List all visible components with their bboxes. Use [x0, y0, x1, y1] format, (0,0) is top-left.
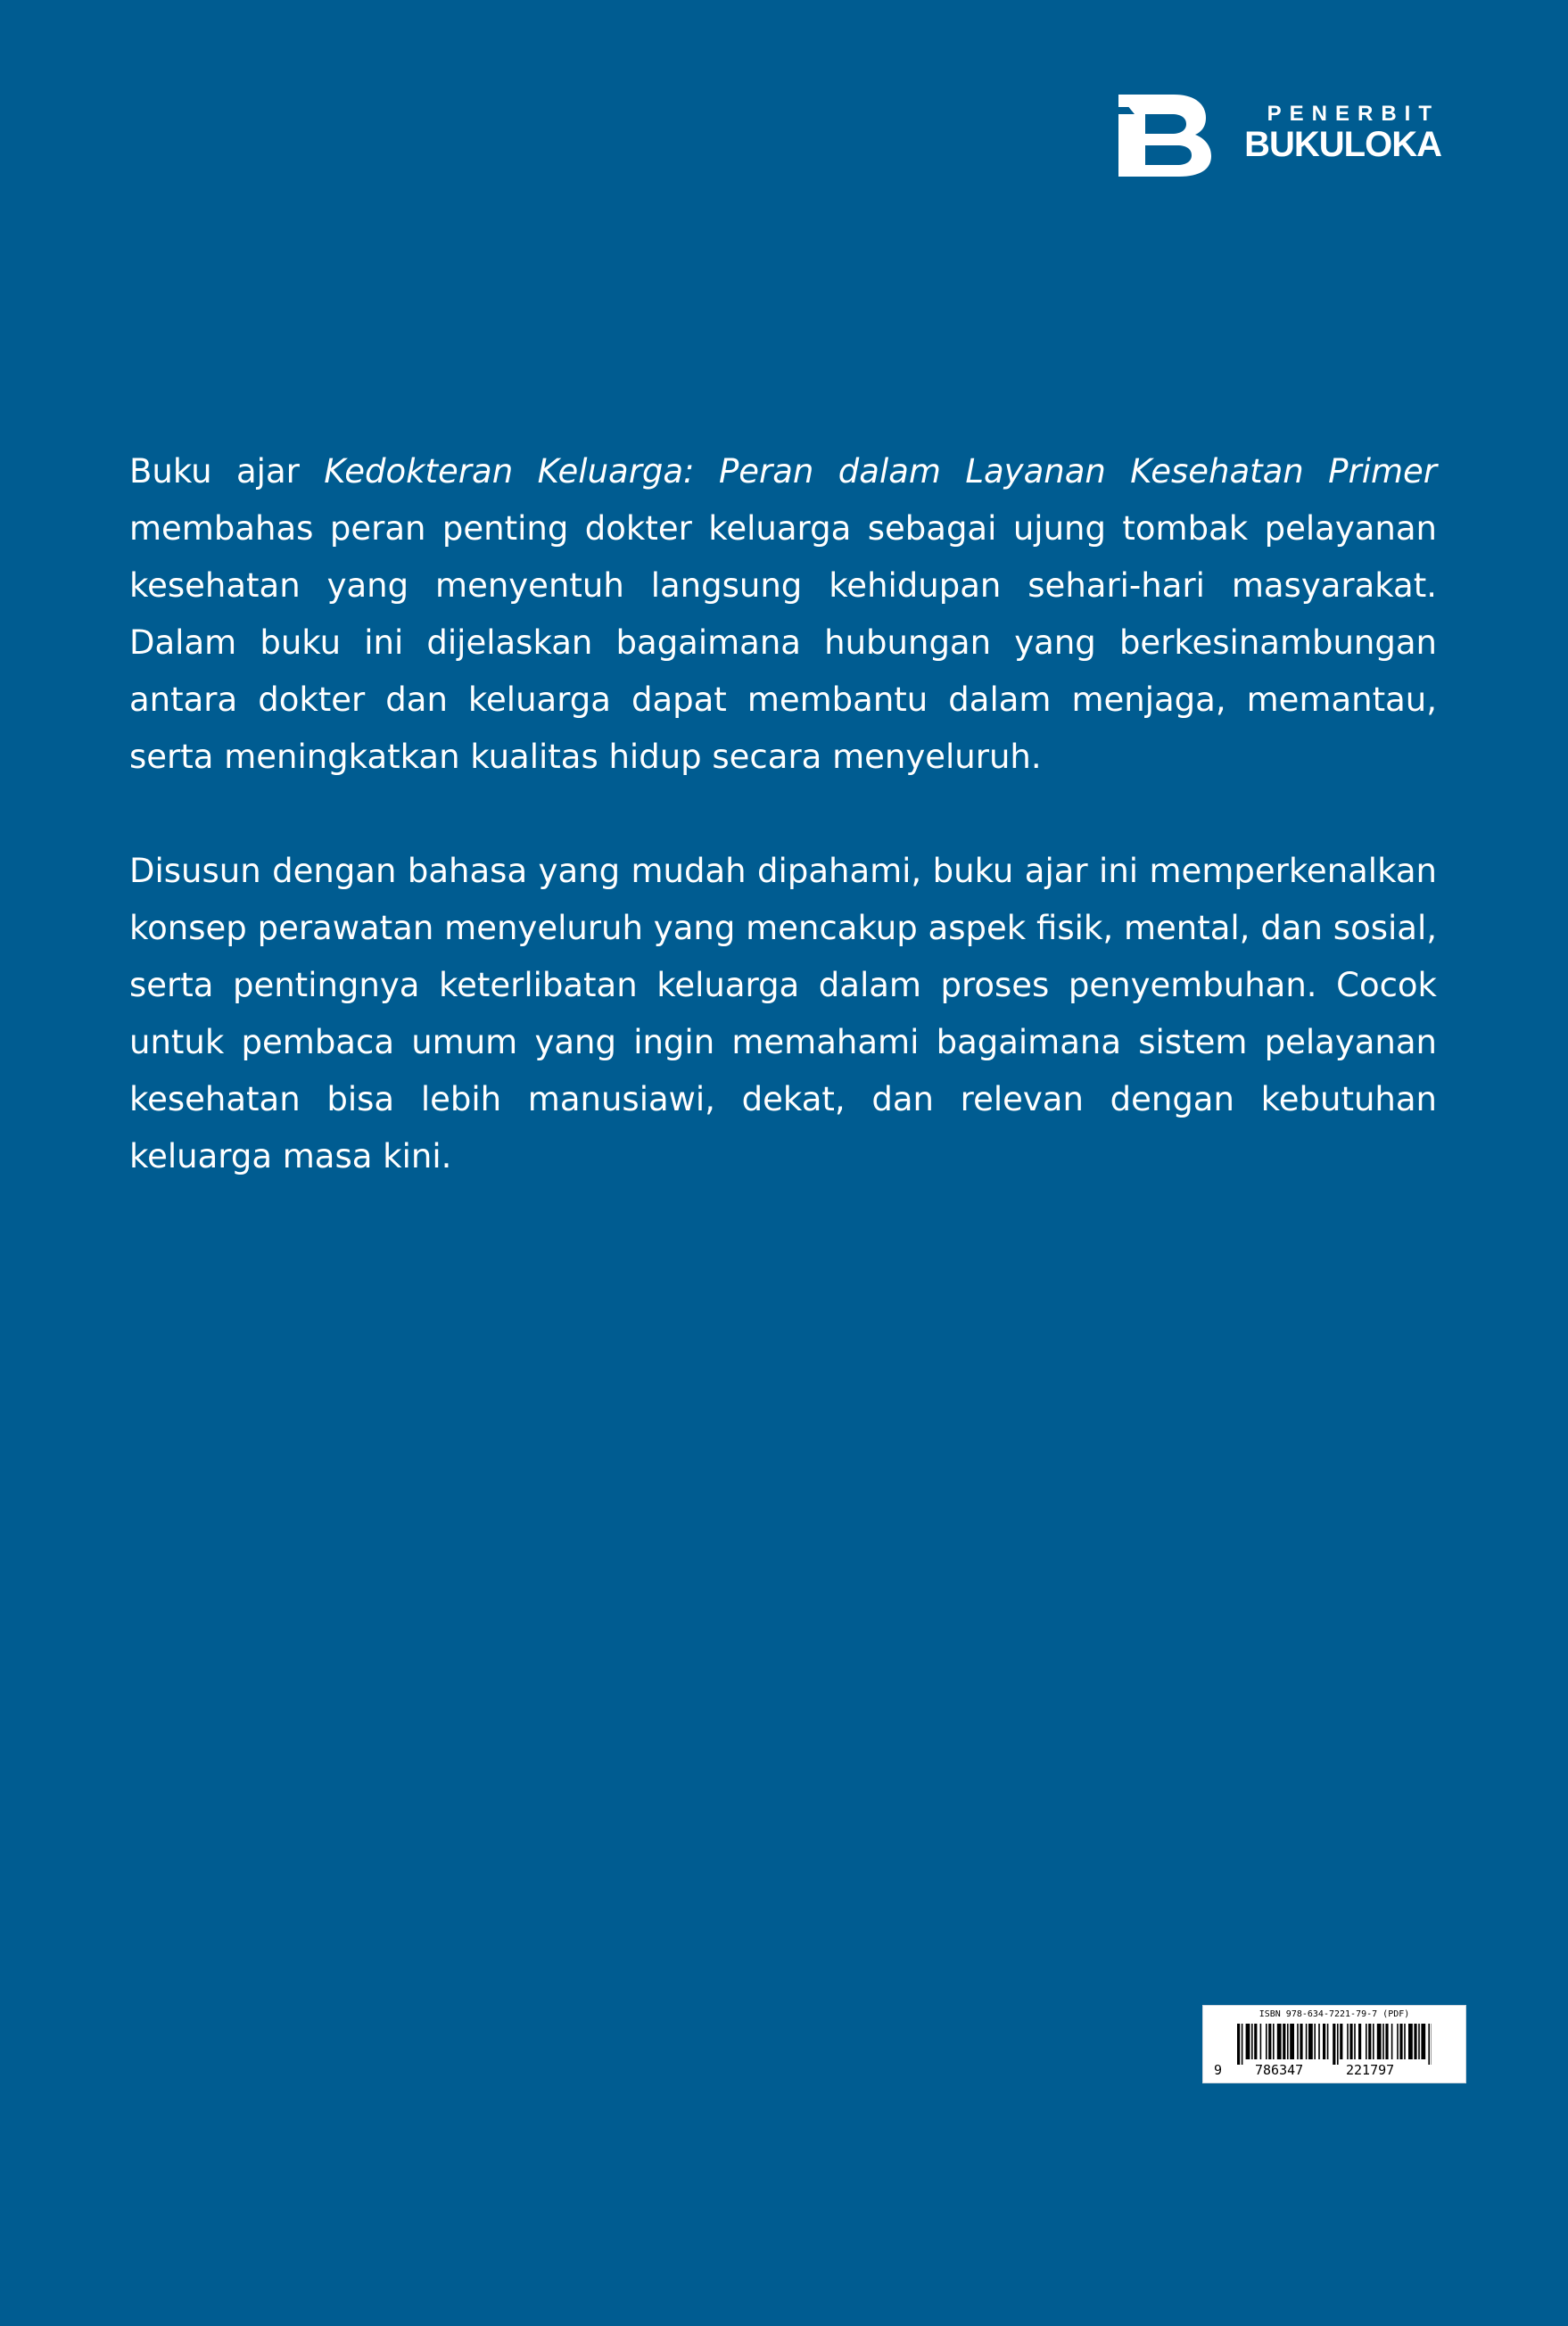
barcode-bar [1287, 2024, 1289, 2059]
isbn-number: ISBN 978-634-7221-79-7 (PDF) [1259, 2009, 1410, 2019]
barcode-bar [1366, 2024, 1367, 2059]
barcode-bar [1327, 2024, 1329, 2059]
barcode-bar [1254, 2024, 1257, 2059]
barcode-bar [1318, 2024, 1320, 2059]
barcode-bar [1391, 2024, 1393, 2059]
barcode-bar [1354, 2024, 1356, 2059]
barcode-bar [1421, 2024, 1425, 2059]
barcode-bar [1323, 2024, 1325, 2059]
barcode-bar [1408, 2024, 1413, 2059]
barcode-bar [1399, 2024, 1402, 2059]
barcode-bar [1333, 2024, 1335, 2065]
barcode-bar [1385, 2024, 1388, 2059]
publisher-name: BUKULOKA [1244, 125, 1441, 164]
barcode-bar [1283, 2024, 1285, 2059]
barcode-bar [1337, 2024, 1339, 2065]
barcode-bar [1268, 2024, 1271, 2059]
book-title: Kedokteran Keluarga: Peran dalam Layanan Kesehatan Primer [324, 452, 1438, 491]
barcode-bar [1273, 2024, 1275, 2059]
barcode-bar [1290, 2024, 1294, 2059]
isbn-barcode [1202, 2005, 1466, 2083]
barcode-bar [1314, 2024, 1316, 2059]
barcode-bar [1347, 2024, 1349, 2059]
blurb-paragraph-1-text: membahas peran penting dokter keluarga sebagai ujung tombak pelayanan kesehatan yang menyentuh langsung kehidupan sehari-hari masyarakat. Dalam buku ini dijelaskan bagaimana hubungan yang berkesinambungan antara dokter dan keluarga dapat membantu dalam menjaga, memantau, serta meningkatkan kualitas hidup secara menyeluruh. [129, 509, 1437, 776]
publisher-logo-mark-icon [1118, 95, 1213, 177]
blurb-intro: Buku ajar [129, 452, 325, 491]
barcode-bar [1414, 2024, 1416, 2059]
barcode-bar [1297, 2024, 1299, 2059]
barcode-lead-digit: 9 [1214, 2062, 1223, 2078]
barcode-bar [1358, 2024, 1361, 2059]
barcode-bar [1277, 2024, 1282, 2059]
barcode-bar [1349, 2024, 1352, 2059]
barcode-bar [1373, 2024, 1374, 2059]
barcode-bar [1237, 2024, 1240, 2065]
barcode-bar [1242, 2024, 1243, 2065]
barcode-bar [1404, 2024, 1406, 2059]
publisher-logo [1118, 95, 1440, 177]
barcode-bar [1368, 2024, 1371, 2059]
barcode-bar [1418, 2024, 1420, 2059]
barcode-bar [1246, 2024, 1250, 2059]
barcode-bar [1397, 2024, 1399, 2059]
barcode-bar [1428, 2024, 1430, 2065]
book-blurb [129, 443, 1437, 1185]
barcode-right-digits: 221797 [1346, 2062, 1395, 2078]
barcode-bar [1306, 2024, 1308, 2059]
barcode-bar [1300, 2024, 1302, 2059]
barcode-bar [1377, 2024, 1382, 2059]
barcode-left-digits: 786347 [1255, 2062, 1304, 2078]
barcode-bar [1260, 2024, 1262, 2059]
blurb-paragraph-1 [129, 443, 1437, 786]
barcode-bar [1308, 2024, 1313, 2059]
blurb-paragraph-2: Disusun dengan bahasa yang mudah dipahami, buku ajar ini memperkenalkan konsep perawatan menyeluruh yang mencakup aspek fisik, mental, dan sosial, serta pentingnya keterlibatan keluarga dalam proses penyembuhan. Cocok untuk pembaca umum yang ingin memahami bagaimana sistem pelayanan kesehatan bisa lebih manusiawi, dekat, dan relevan dengan kebutuhan keluarga masa kini. [129, 852, 1437, 1175]
publisher-label: PENERBIT [1267, 102, 1440, 126]
barcode-bar [1251, 2024, 1253, 2059]
barcode-bar [1340, 2024, 1342, 2059]
barcode-bar [1266, 2024, 1267, 2059]
barcode-bar [1382, 2024, 1384, 2059]
barcode-bars [1237, 2024, 1432, 2065]
